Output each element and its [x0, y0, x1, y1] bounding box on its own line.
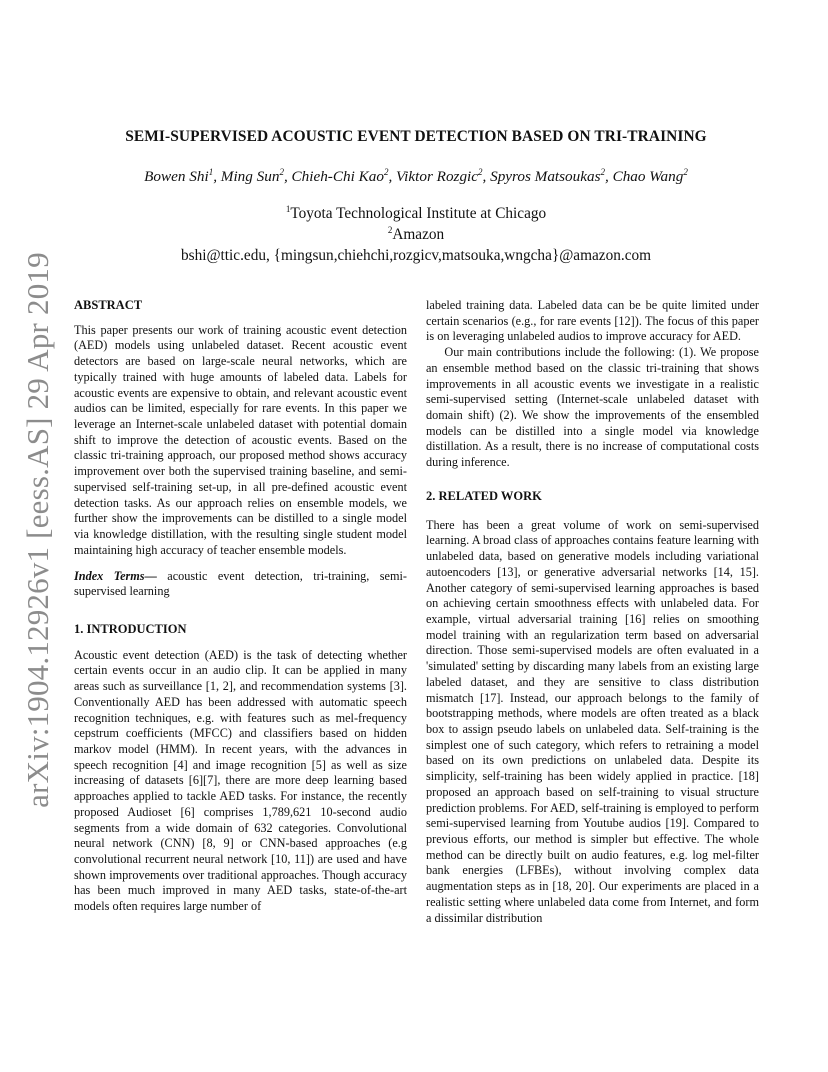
author-affiliation-mark: 2 — [600, 166, 605, 177]
affiliation-2 — [74, 224, 758, 245]
author-name: Viktor Rozgic — [396, 168, 478, 185]
affiliation-mark: 2 — [387, 224, 393, 235]
author-affiliation-mark: 2 — [383, 166, 389, 177]
author-name: Bowen Shi — [144, 168, 209, 185]
intro-paragraph-contributions: Our main contributions include the following: (1). We propose an ensemble method based on the classic tri-training that shows improvements in all acoustic events we investigate in a realistic semi-supervised setting (Internet-scale unlabeled dataset with domain shift) (2). We show the improvements of the ensembled models can be distilled into a single model via knowledge distillation. As a result, there is no increase of computational costs during inference. — [426, 345, 759, 470]
intro-heading: 1. INTRODUCTION — [74, 621, 187, 636]
author-affiliation-mark: 2 — [683, 166, 688, 177]
abstract-text: This paper presents our work of training acoustic event detection (AED) models using unlabeled dataset. Recent acoustic event detectors are based on large-scale neural networks, which are typically trained with huge amounts of labeled data. Labels for acoustic events are expensive to obtain, and relevant acoustic event audios can be limited, especially for rare events. In this paper we leverage an Internet-scale unlabeled dataset with potential domain shift to improve the detection of acoustic events. Based on the classic tri-training approach, our proposed method shows accuracy improvement over both the supervised training baseline, and semi-supervised self-training set-up, in all pre-defined acoustic event detection tasks. As our approach relies on ensemble models, we further show the improvements can be distilled to a single model via knowledge distillation, with the resulting single student model maintaining high accuracy of teacher ensemble models. — [74, 322, 407, 557]
author-separator: , — [482, 168, 491, 185]
intro-paragraph-1-continued: labeled training data. Labeled data can be be quite limited under certain scenarios (e.g., for rare events [12]). The focus of this paper is on leveraging unlabeled audios to improve accuracy for AED. — [426, 298, 759, 344]
author-emails: bshi@ttic.edu, {mingsun,chiehchi,rozgicv,matsouka,wngcha}@amazon.com — [180, 247, 652, 264]
left-column — [74, 298, 407, 915]
author-separator: , — [283, 168, 292, 185]
right-column — [426, 298, 759, 926]
author-separator: , — [388, 168, 397, 185]
author-separator: , — [213, 168, 221, 185]
author-name: Ming Sun — [220, 168, 280, 185]
index-terms — [74, 569, 407, 600]
paper-title: SEMI-SUPERVISED ACOUSTIC EVENT DETECTION BASED ON TRI-TRAINING — [125, 128, 707, 145]
index-terms-label: Index Terms— — [74, 568, 157, 583]
affiliation-name: Amazon — [392, 226, 445, 243]
affiliations — [74, 203, 758, 266]
index-terms-text: acoustic event detection, tri-training, semi-supervised learning — [74, 568, 407, 599]
related-work-paragraph: There has been a great volume of work on semi-supervised learning. A broad class of approaches contains feature learning with unlabeled data, based on generative models including variational autoencoders [13], or generative adversarial networks [14, 15]. Another category of semi-supervised learning approaches is based on achieving certain smoothness effects with unlabeled data. For example, virtual adversarial training [16] relies on smoothing model training with an regularization term based on adversarial direction. Those semi-supervised models are often evaluated in a 'simulated' setting by discarding many labels from an existing large labeled dataset, and they are sensitive to class distribution mismatch [17]. Instead, our approach belongs to the family of bootstrapping methods, where models are often treated as a black box to assign pseudo labels on unlabeled data. Self-training is the simplest one of such category, which refers to retraining a model based on its own predictions on unlabeled data. Despite its simplicity, self-training has been widely applied in practice. [18] proposed an approach based on self-training to visual structure prediction problems. For AED, self-training is employed to perform semi-supervised learning from Youtube audios [19]. Compared to previous efforts, our method is simpler but effective. The whole method can be directly built on audio features, e.g. log mel-filter bank energies (LFBEs), without involving complex data augmentation steps as in [18, 20]. Our experiments are placed in a realistic setting where unlabeled data come from Internet, and form a dissimilar distribution — [426, 517, 759, 925]
affiliation-name: Toyota Technological Institute at Chicago — [290, 205, 547, 222]
affiliation-mark: 1 — [285, 203, 291, 214]
author-name: Chieh-Chi Kao — [291, 168, 384, 185]
arxiv-stamp-text: arXiv:1904.12926v1 [eess.AS] 29 Apr 2019 — [20, 252, 55, 808]
author-affiliation-mark: 2 — [279, 166, 284, 177]
author-separator: , — [604, 168, 613, 185]
author-name: Spyros Matsoukas — [490, 168, 601, 185]
author-affiliation-mark: 1 — [208, 166, 214, 177]
author-affiliation-mark: 2 — [478, 166, 483, 177]
arxiv-stamp — [10, 252, 66, 808]
author-list — [74, 168, 758, 186]
related-work-heading: 2. RELATED WORK — [426, 488, 542, 503]
intro-paragraph-1: Acoustic event detection (AED) is the task of detecting whether certain events occur in an audio clip. It can be applied in many areas such as surveillance [1, 2], and recommendation systems [3]. Conventionally AED has been addressed with automatic speech recognition techniques, e.g. with features such as mel-frequency cepstrum coefficients (MFCC) and classifiers based on hidden markov model (HMM). In recent years, with the advances in speech recognition [4] and image recognition [5] as well as size increasing of datasets [6][7], there are more deep learning based approaches applied to tackle AED tasks. For instance, the recently proposed Audioset [6] comprises 1,789,621 10-second audio segments from a wide domain of 632 categories. Convolutional neural network (CNN) [8, 9] or CNN-based approaches (e.g convolutional recurrent neural network [10, 11]) are used and have shown improvements over traditional approaches. Though accuracy has been much improved in many AED tasks, state-of-the-art models often requires large number of — [74, 647, 407, 914]
affiliation-1 — [74, 203, 758, 224]
author-name: Chao Wang — [612, 168, 684, 185]
abstract-heading: ABSTRACT — [74, 298, 143, 312]
